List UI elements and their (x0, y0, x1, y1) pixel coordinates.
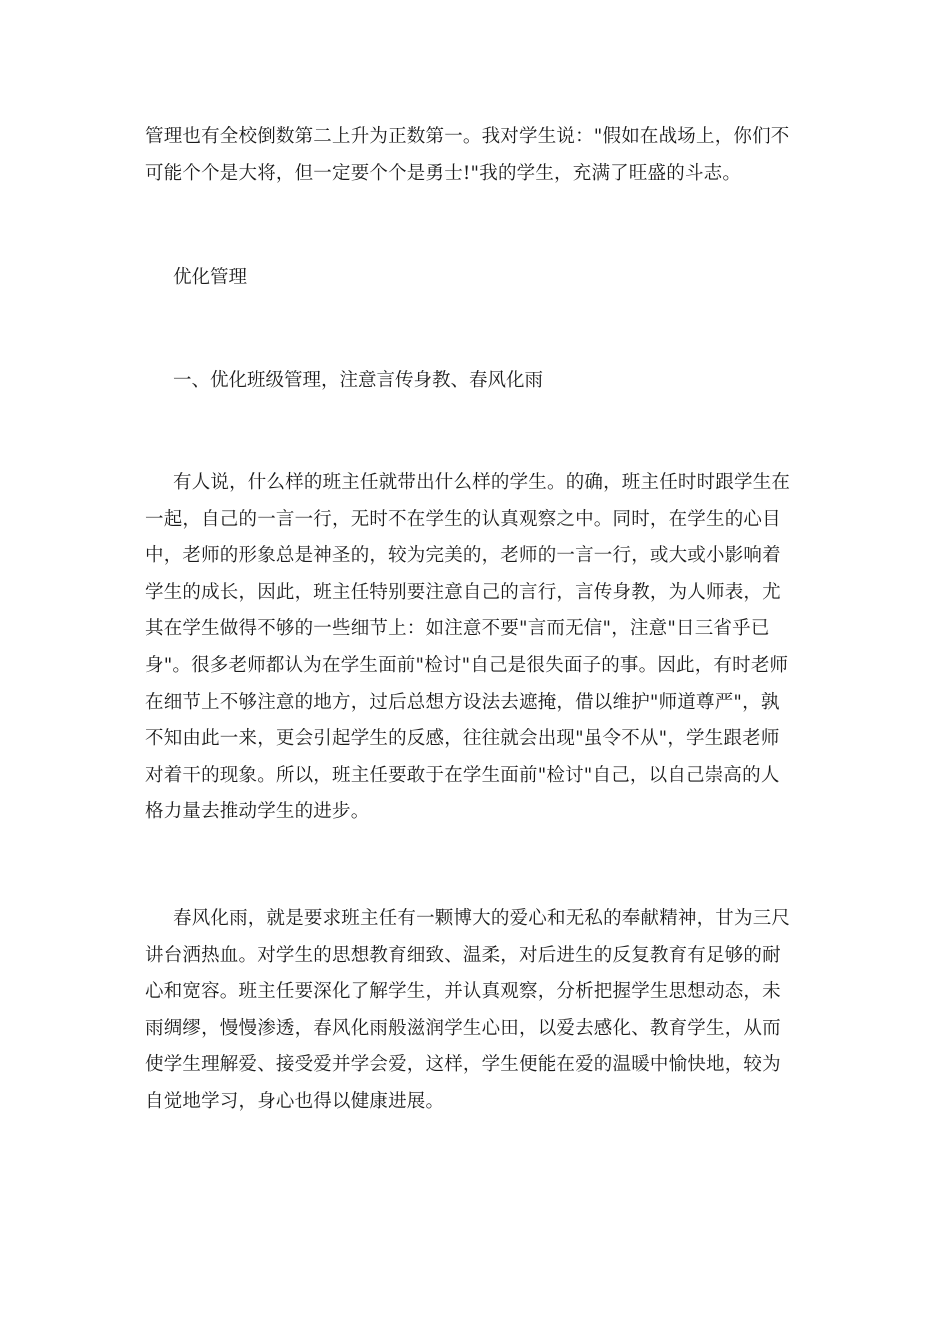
section-title: 优化管理 (173, 267, 248, 288)
text-line: 有人说，什么样的班主任就带出什么样的学生。的确，班主任时时跟学生在 (173, 472, 791, 493)
text-line: 不知由此一来，更会引起学生的反感，往往就会出现"虽令不从"，学生跟老师 (145, 728, 780, 750)
body-paragraph-1 (145, 465, 807, 831)
text-line: 一起，自己的一言一行，无时不在学生的认真观察之中。同时，在学生的心目 (145, 508, 781, 530)
subsection-title: 一、优化班级管理，注意言传身教、春风化雨 (173, 370, 544, 391)
text-line: 身"。很多老师都认为在学生面前"检讨"自己是很失面子的事。因此，有时老师 (145, 654, 789, 676)
text-line: 自觉地学习，身心也得以健康进展。 (145, 1090, 445, 1112)
intro-paragraph (145, 119, 807, 192)
text-line: 使学生理解爱、接受爱并学会爱，这样，学生便能在爱的温暖中愉快地，较为 (145, 1054, 781, 1076)
text-line: 管理也有全校倒数第二上升为正数第一。我对学生说："假如在战场上，你们不 (145, 126, 790, 147)
text-line: 对着干的现象。所以，班主任要敢于在学生面前"检讨"自己，以自己崇高的人 (145, 764, 780, 786)
text-line: 讲台洒热血。对学生的思想教育细致、温柔，对后进生的反复教育有足够的耐 (145, 944, 781, 966)
text-line: 中，老师的形象总是神圣的，较为完美的，老师的一言一行，或大或小影响着 (145, 545, 781, 567)
text-line: 格力量去推动学生的进步。 (145, 801, 370, 823)
text-line: 在细节上不够注意的地方，过后总想方设法去遮掩，借以维护"师道尊严"，孰 (145, 691, 780, 713)
body-paragraph-2 (145, 901, 807, 1121)
text-line: 心和宽容。班主任要深化了解学生，并认真观察，分析把握学生思想动态，未 (145, 981, 781, 1003)
text-line: 雨绸缪，慢慢渗透，春风化雨般滋润学生心田，以爱去感化、教育学生，从而 (145, 1017, 781, 1039)
text-line: 可能个个是大将，但一定要个个是勇士!"我的学生，充满了旺盛的斗志。 (145, 162, 742, 184)
text-line: 学生的成长，因此，班主任特别要注意自己的言行，言传身教，为人师表，尤 (145, 581, 781, 603)
text-line: 春风化雨，就是要求班主任有一颗博大的爱心和无私的奉献精神，甘为三尺 (173, 908, 791, 929)
text-line: 其在学生做得不够的一些细节上：如注意不要"言而无信"，注意"日三省乎已 (145, 618, 770, 640)
